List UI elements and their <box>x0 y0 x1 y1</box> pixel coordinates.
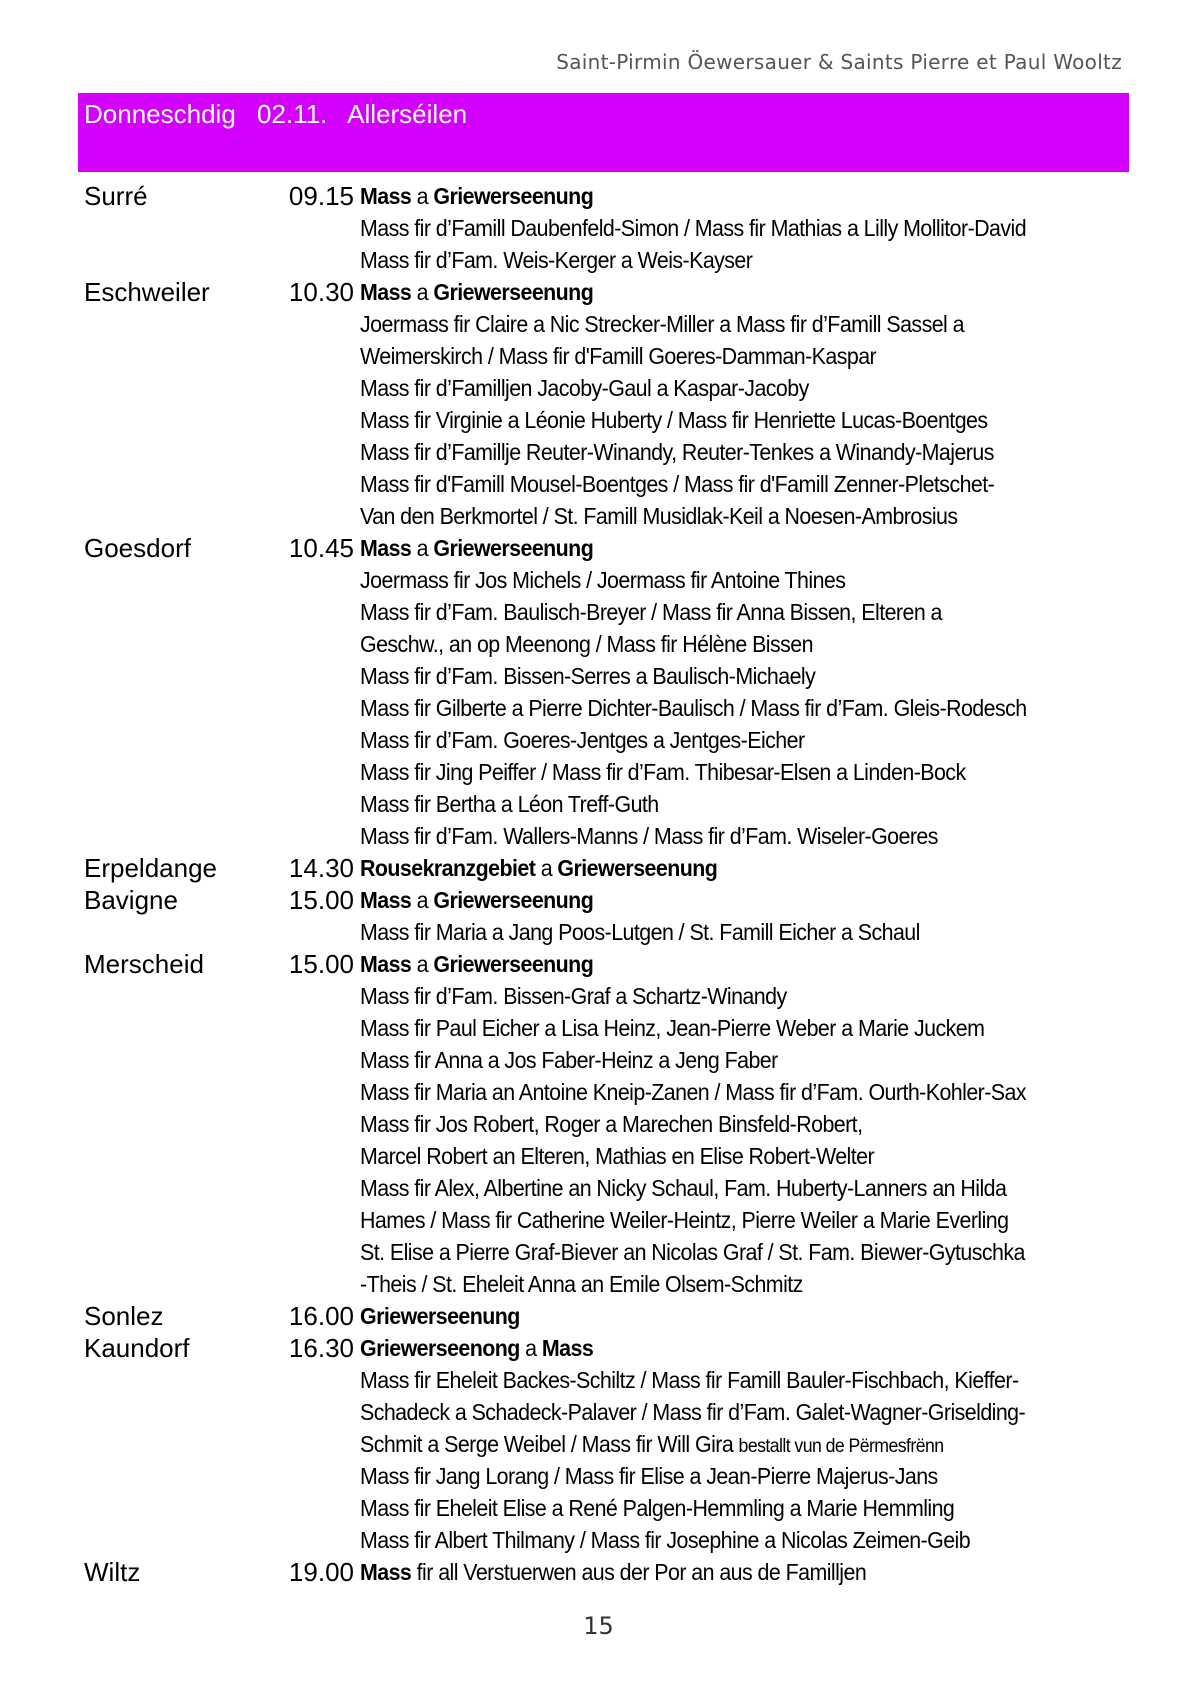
mass-time: 10.30 <box>288 276 354 307</box>
intention-line: Mass fir Paul Eicher a Lisa Heinz, Jean-Pierre Weber a Marie Juckem <box>360 1015 985 1041</box>
entry-header-row <box>84 1300 1134 1332</box>
service-title-bold: Mass <box>360 278 412 305</box>
schedule-entry <box>84 276 1134 532</box>
service-title <box>360 279 593 306</box>
banner-date: 02.11. <box>257 99 328 129</box>
service-title-bold: Griewerseenung <box>433 886 594 913</box>
service-title <box>360 1559 866 1586</box>
service-title-text: a <box>411 950 434 977</box>
intention-line: Mass fir Jing Peiffer / Mass fir d’Fam. Thibesar-Elsen a Linden-Bock <box>360 759 966 785</box>
service-title <box>360 1303 520 1330</box>
mass-time: 15.00 <box>288 884 354 915</box>
intention-line: Mass fir Gilberte a Pierre Dichter-Baulisch / Mass fir d’Fam. Gleis-Rodesch <box>360 695 1027 721</box>
intention-line: Mass fir Jos Robert, Roger a Marechen Binsfeld-Robert, <box>360 1111 863 1137</box>
intention-line: St. Elise a Pierre Graf-Biever an Nicolas Graf / St. Fam. Biewer-Gytuschka <box>360 1239 1025 1265</box>
banner-day: Donneschdig <box>84 99 236 129</box>
intention-line: Mass fir Eheleit Elise a René Palgen-Hemmling a Marie Hemmling <box>360 1495 955 1521</box>
service-title-bold: Mass <box>360 1558 412 1585</box>
service-title-bold: Griewerseenung <box>360 1302 520 1329</box>
intention-line: Hames / Mass fir Catherine Weiler-Heintz, Pierre Weiler a Marie Everling <box>360 1207 1009 1233</box>
service-title-text: a <box>411 534 434 561</box>
page-header: Saint-Pirmin Öewersauer & Saints Pierre et Paul Wooltz <box>556 50 1122 74</box>
intention-line: Schadeck a Schadeck-Palaver / Mass fir d’Fam. Galet-Wagner-Griselding- <box>360 1399 1026 1425</box>
intention-line: Van den Berkmortel / St. Famill Musidlak-Keil a Noesen-Ambrosius <box>360 503 958 529</box>
service-title <box>360 951 593 978</box>
intention-line: Mass fir Anna a Jos Faber-Heinz a Jeng Faber <box>360 1047 778 1073</box>
service-title-bold: Griewerseenung <box>433 534 594 561</box>
service-title-text: a <box>411 182 434 209</box>
place-name: Bavigne <box>84 884 178 915</box>
banner-feast: Allerséilen <box>347 99 468 129</box>
place-name: Merscheid <box>84 948 204 979</box>
intention-line: Marcel Robert an Elteren, Mathias en Elise Robert-Welter <box>360 1143 875 1169</box>
place-name: Wiltz <box>84 1556 141 1587</box>
service-title-bold: Mass <box>360 950 412 977</box>
service-title-bold: Griewerseenong <box>360 1334 520 1361</box>
intention-line: Mass fir Albert Thilmany / Mass fir Josephine a Nicolas Zeimen-Geib <box>360 1527 971 1553</box>
entry-header-row <box>84 180 1134 212</box>
intention-line: Mass fir d’Famillje Reuter-Winandy, Reuter-Tenkes a Winandy-Majerus <box>360 439 994 465</box>
service-title-bold: Griewerseenung <box>557 854 718 881</box>
place-name: Erpeldange <box>84 852 217 883</box>
mass-time: 16.00 <box>288 1300 354 1331</box>
intention-line: Mass fir Bertha a Léon Treff-Guth <box>360 791 659 817</box>
service-title <box>360 887 593 914</box>
service-title-bold: Mass <box>360 182 412 209</box>
day-banner <box>78 93 1129 172</box>
intention-line: Mass fir d’Fam. Bissen-Serres a Baulisch-Michaely <box>360 663 816 689</box>
schedule-entry <box>84 1556 1134 1588</box>
entry-header-row <box>84 1332 1134 1364</box>
service-title-bold: Mass <box>360 534 412 561</box>
page-number: 15 <box>583 1612 614 1640</box>
mass-time: 16.30 <box>288 1332 354 1363</box>
intention-line: Mass fir d'Famill Mousel-Boentges / Mass fir d'Famill Zenner-Pletschet- <box>360 471 995 497</box>
service-title-bold: Griewerseenung <box>433 950 594 977</box>
intention-line: -Theis / St. Eheleit Anna an Emile Olsem-Schmitz <box>360 1271 803 1297</box>
intention-line: Mass fir d’Fam. Wallers-Manns / Mass fir d’Fam. Wiseler-Goeres <box>360 823 938 849</box>
intention-line: Mass fir d’Fam. Weis-Kerger a Weis-Kayser <box>360 247 753 273</box>
entry-header-row <box>84 884 1134 916</box>
place-name: Kaundorf <box>84 1332 190 1363</box>
service-title-text: a <box>519 1334 542 1361</box>
service-title-bold: Griewerseenung <box>433 278 594 305</box>
intention-line: Weimerskirch / Mass fir d'Famill Goeres-Damman-Kaspar <box>360 343 877 369</box>
intention-line: Mass fir Alex, Albertine an Nicky Schaul, Fam. Huberty-Lanners an Hilda <box>360 1175 1007 1201</box>
service-title-bold: Mass <box>541 1334 594 1361</box>
schedule-entry <box>84 948 1134 1300</box>
service-title <box>360 183 593 210</box>
place-name: Sonlez <box>84 1300 164 1331</box>
intention-line: Mass fir Maria a Jang Poos-Lutgen / St. Famill Eicher a Schaul <box>360 919 920 945</box>
mass-time: 19.00 <box>288 1556 354 1587</box>
service-title <box>360 535 593 562</box>
service-title-bold: Rousekranzgebiet <box>360 854 536 881</box>
mass-schedule <box>84 180 1134 1588</box>
schedule-entry <box>84 180 1134 276</box>
intention-line: Mass fir d’Fam. Bissen-Graf a Schartz-Winandy <box>360 983 787 1009</box>
mass-time: 10.45 <box>288 532 354 563</box>
intention-line: Mass fir Jang Lorang / Mass fir Elise a Jean-Pierre Majerus-Jans <box>360 1463 938 1489</box>
intention-text: Schmit a Serge Weibel / Mass fir Will Gira <box>360 1431 739 1457</box>
intention-line: Mass fir d’Familljen Jacoby-Gaul a Kaspar-Jacoby <box>360 375 809 401</box>
intention-line: Mass fir Eheleit Backes-Schiltz / Mass fir Famill Bauler-Fischbach, Kieffer- <box>360 1367 1019 1393</box>
intention-line: Mass fir d’Fam. Baulisch-Breyer / Mass fir Anna Bissen, Elteren a <box>360 599 942 625</box>
service-title-text: a <box>535 854 558 881</box>
service-title-bold: Griewerseenung <box>433 182 594 209</box>
entry-header-row <box>84 852 1134 884</box>
intention-line: Joermass fir Jos Michels / Joermass fir Antoine Thines <box>360 567 846 593</box>
intention-line: Mass fir d’Fam. Goeres-Jentges a Jentges-Eicher <box>360 727 805 753</box>
intention-line: Mass fir Virginie a Léonie Huberty / Mass fir Henriette Lucas-Boentges <box>360 407 988 433</box>
mass-time: 14.30 <box>288 852 354 883</box>
intention-line: Mass fir d’Famill Daubenfeld-Simon / Mass fir Mathias a Lilly Mollitor-David <box>360 215 1027 241</box>
service-title-text: a <box>411 278 434 305</box>
schedule-entry <box>84 852 1134 884</box>
entry-header-row <box>84 276 1134 308</box>
mass-time: 09.15 <box>288 180 354 211</box>
mass-time: 15.00 <box>288 948 354 979</box>
entry-header-row <box>84 948 1134 980</box>
intention-line: Geschw., an op Meenong / Mass fir Hélène Bissen <box>360 631 813 657</box>
intention-line <box>360 1428 1080 1460</box>
place-name: Eschweiler <box>84 276 210 307</box>
service-title-text: a <box>411 886 434 913</box>
intention-note: bestallt vun de Përmesfrënn <box>738 1436 944 1457</box>
service-title-bold: Mass <box>360 886 412 913</box>
schedule-entry <box>84 884 1134 948</box>
intention-line: Joermass fir Claire a Nic Strecker-Miller a Mass fir d’Famill Sassel a <box>360 311 964 337</box>
place-name: Goesdorf <box>84 532 191 563</box>
place-name: Surré <box>84 180 148 211</box>
schedule-entry <box>84 1332 1134 1556</box>
intention-line: Mass fir Maria an Antoine Kneip-Zanen / Mass fir d’Fam. Ourth-Kohler-Sax <box>360 1079 1026 1105</box>
schedule-entry <box>84 1300 1134 1332</box>
service-title <box>360 1335 593 1362</box>
entry-header-row <box>84 532 1134 564</box>
schedule-entry <box>84 532 1134 852</box>
service-title <box>360 855 717 882</box>
service-title-text: fir all Verstuerwen aus der Por an aus de Familljen <box>411 1558 867 1585</box>
entry-header-row <box>84 1556 1134 1588</box>
banner-text <box>84 99 481 130</box>
